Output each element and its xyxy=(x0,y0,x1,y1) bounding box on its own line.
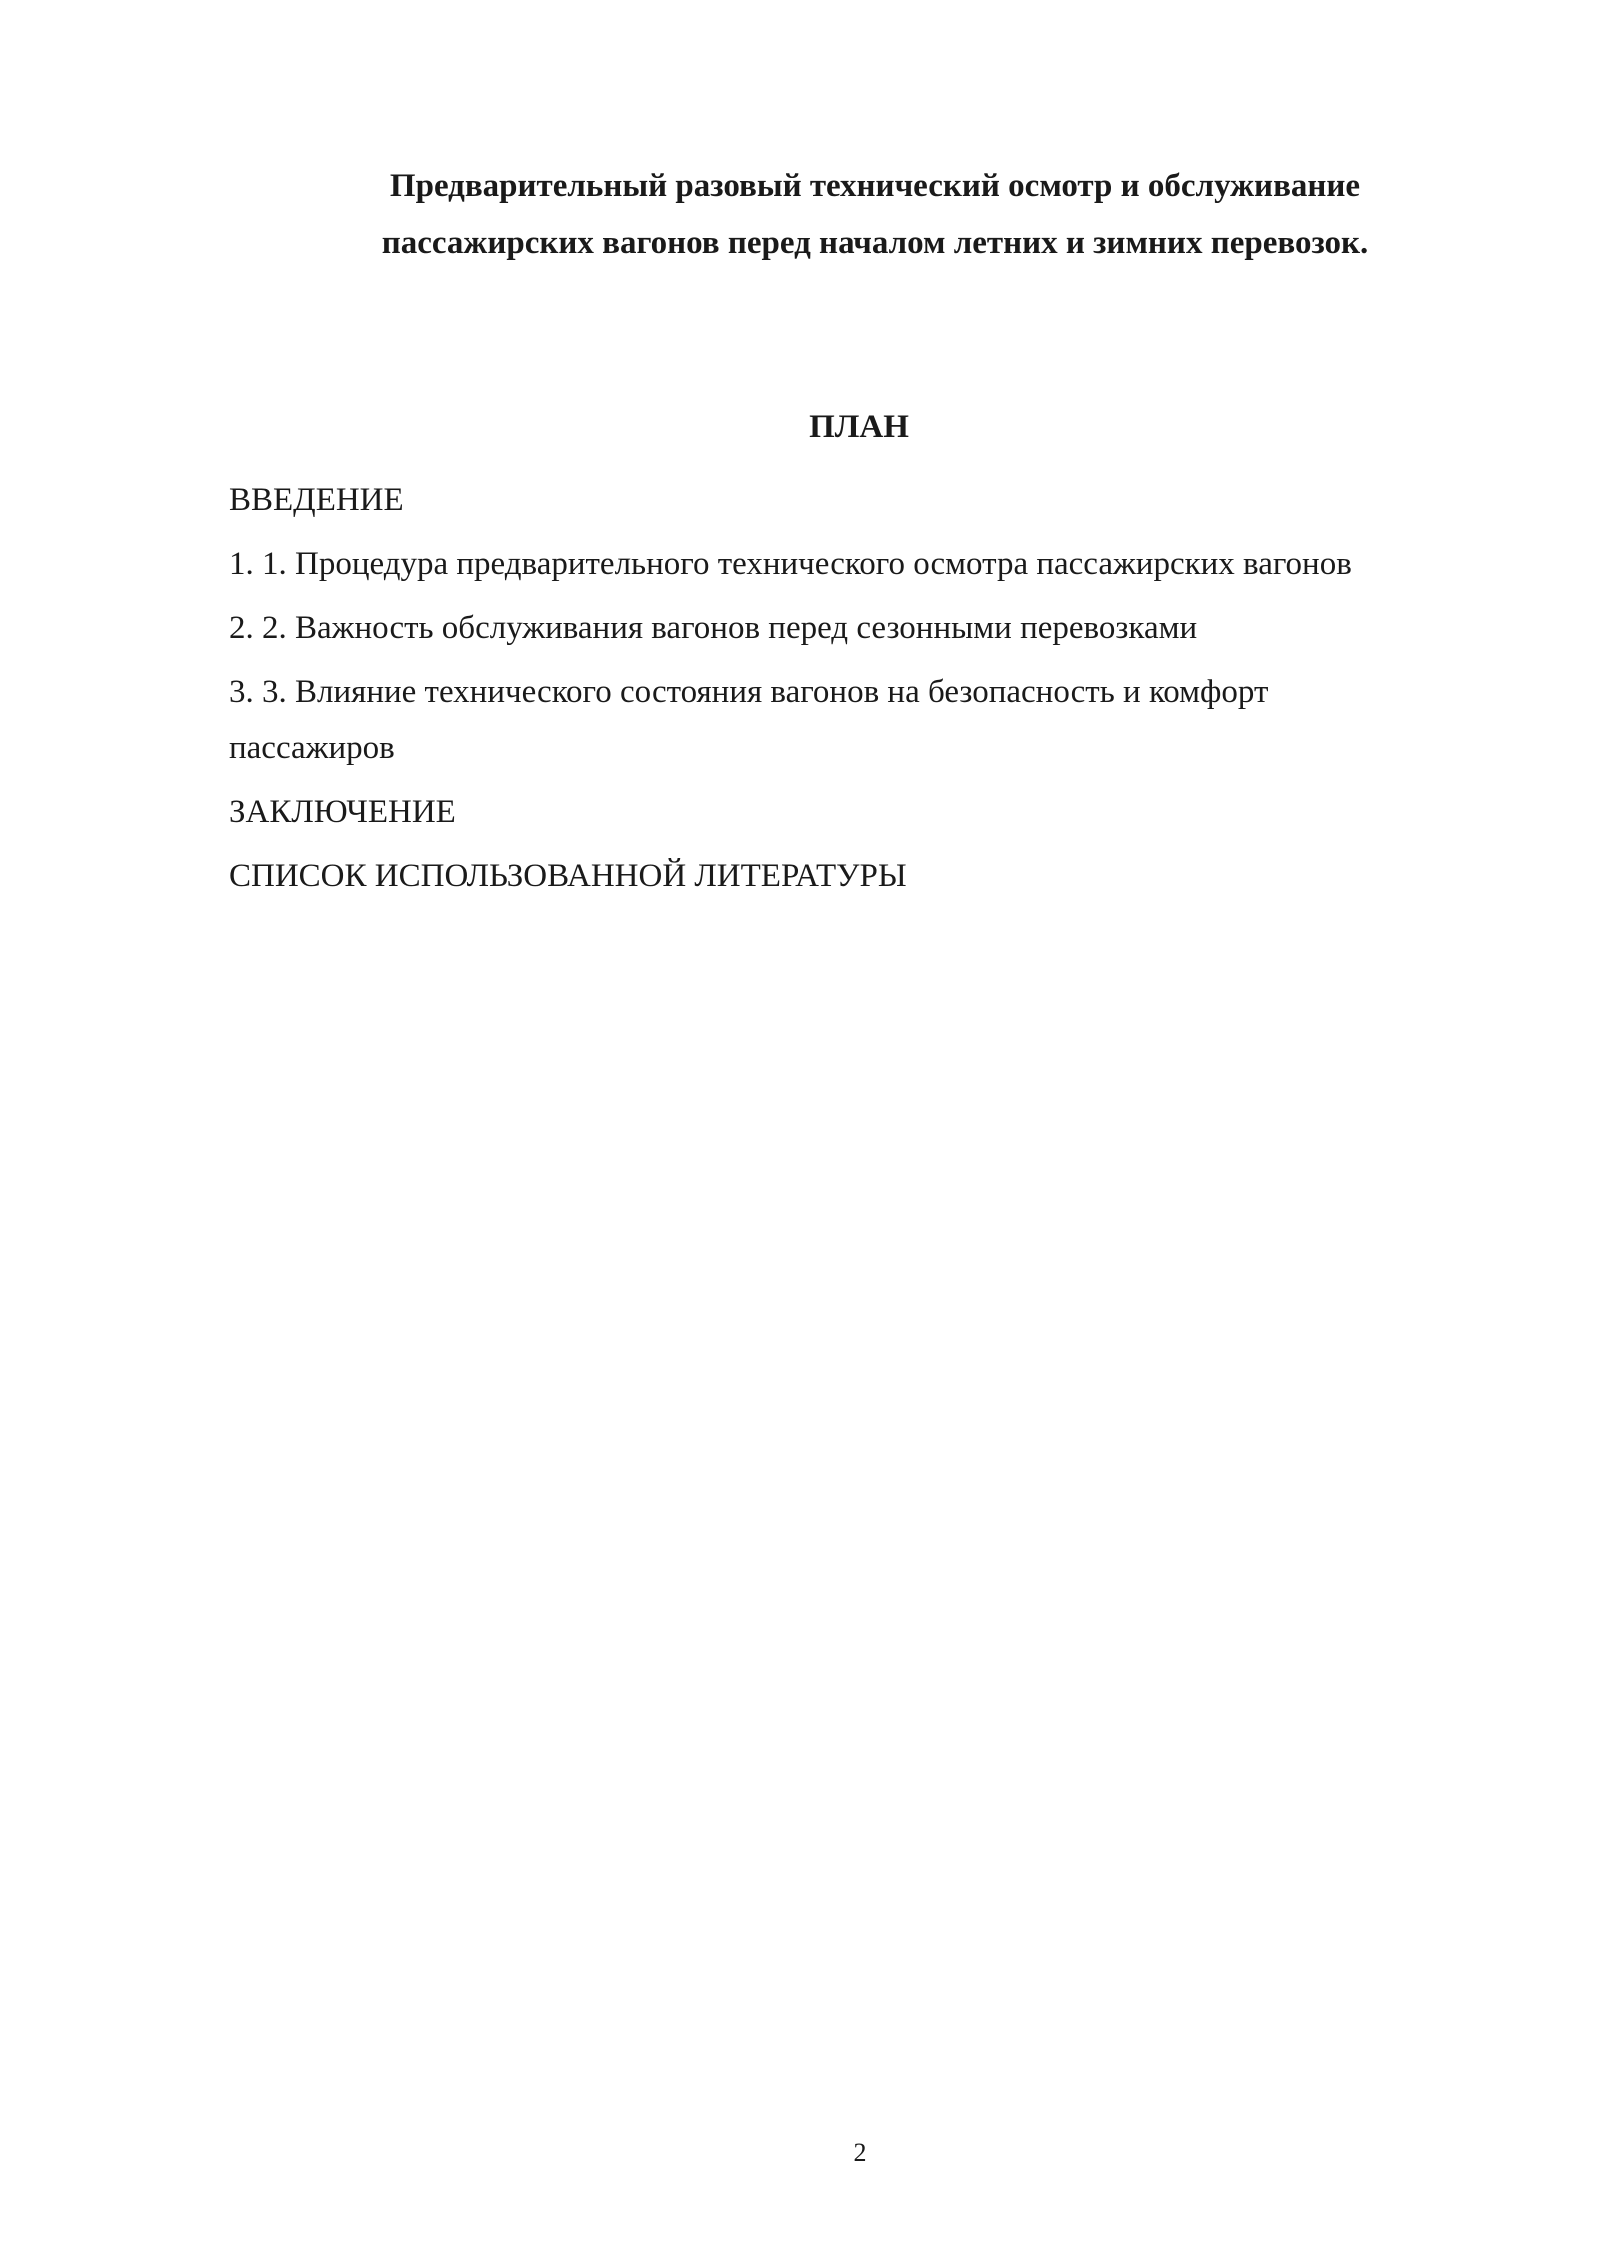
plan-item-3: 3. 3. Влияние технического состояния вагонов на безопасность и комфорт пассажиров xyxy=(229,674,1269,766)
plan-item-introduction: ВВЕДЕНИЕ xyxy=(229,482,404,518)
plan-list xyxy=(229,472,1429,912)
plan-item-1: 1. 1. Процедура предварительного технического осмотра пассажирских вагонов xyxy=(229,546,1352,582)
page-number: 2 xyxy=(853,2138,867,2167)
document-title: Предварительный разовый технический осмотр и обслуживание пассажирских вагонов перед началом летних и зимних перевозок. xyxy=(381,168,1369,261)
plan-item-2: 2. 2. Важность обслуживания вагонов перед сезонными перевозками xyxy=(229,610,1198,646)
plan-item-references: СПИСОК ИСПОЛЬЗОВАННОЙ ЛИТЕРАТУРЫ xyxy=(229,858,907,894)
plan-heading: ПЛАН xyxy=(809,409,909,445)
plan-item-conclusion: ЗАКЛЮЧЕНИЕ xyxy=(229,794,456,830)
